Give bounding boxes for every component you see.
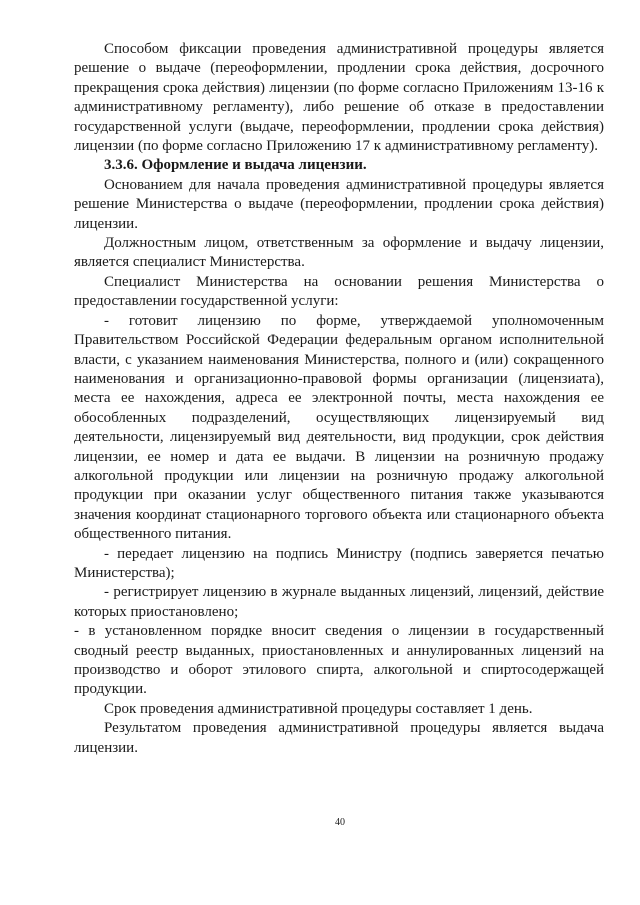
paragraph-procedure-duration: Срок проведения административной процедуры составляет 1 день. [104,700,533,717]
section-heading-3-3-6: 3.3.6. Оформление и выдача лицензии. [104,157,367,174]
list-item-sends-for-signature: - передает лицензию на подпись Министру (подпись заверяется печатью Министерства); [74,545,604,581]
page-number: 40 [335,817,345,828]
document-page [74,40,604,758]
paragraph-procedure-result: Результатом проведения административной процедуры является выдача лицензии. [74,720,604,756]
list-item-enters-registry: - в установленном порядке вносит сведения о лицензии в государственный сводный реестр выданных, приостановленных и аннулированных лицензий на производство и оборот этилового спирта, алкогольной и спиртосодержащей продукции. [74,623,604,698]
paragraph-fixation-method: Способом фиксации проведения административной процедуры является решение о выдаче (переоформлении, продлении срока действия, досрочного прекращения срока действия) лицензии (по форме согласно Приложениям 13-16 к административному регламенту), либо решение об отказе в предоставлении государственной услуги (выдаче, переоформлении, продлении срока действия) лицензии (по форме согласно Приложению 17 к административному регламенту). [74,41,604,155]
paragraph-basis: Основанием для начала проведения административной процедуры является решение Министерства о выдаче (переоформлении, продлении срока действия) лицензии. [74,176,604,232]
paragraph-responsible-official: Должностным лицом, ответственным за оформление и выдачу лицензии, является специалист Министерства. [74,235,604,271]
list-item-registers-license: - регистрирует лицензию в журнале выданных лицензий, лицензий, действие которых приостановлено; [74,584,604,620]
list-item-prepares-license: - готовит лицензию по форме, утверждаемой уполномоченным Правительством Российской Федерации федеральным органом исполнительной власти, с указанием наименования Министерства, полного и (или) сокращенного наименования и организационно-правовой формы организации (лицензиата), места ее нахождения, адреса ее электронной почты, места нахождения ее обособленных подразделений, осуществляющих лицензируемый вид деятельности, лицензируемый вид деятельности, вид продукции, срок действия лицензии, ее номер и дата ее выдачи. В лицензии на розничную продажу алкогольной продукции или лицензии на розничную продажу алкогольной продукции при оказании услуг общественного питания также указываются значения координат стационарного торгового объекта или стационарного объекта общественного питания. [74,312,604,543]
paragraph-specialist-intro: Специалист Министерства на основании решения Министерства о предоставлении государственной услуги: [74,273,604,310]
